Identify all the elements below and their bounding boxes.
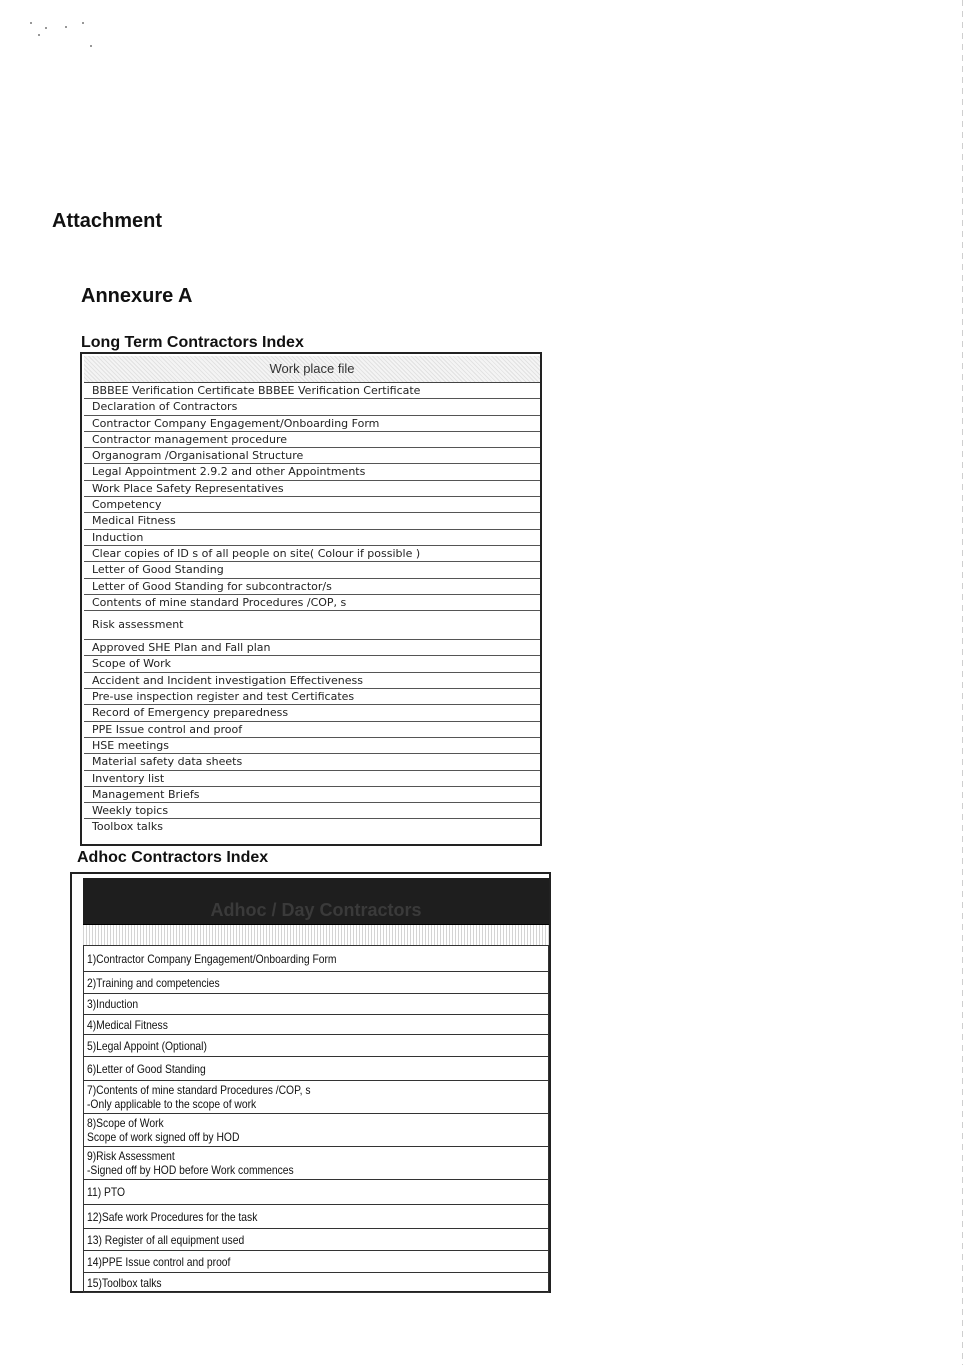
- row-label: 13) Register of all equipment used: [87, 1232, 245, 1247]
- table-row: [83, 1081, 549, 1114]
- table-row: Induction: [84, 530, 540, 546]
- row-label: 2)Training and competencies: [87, 975, 220, 990]
- table-row: [83, 994, 549, 1015]
- row-note: -Only applicable to the scope of work: [87, 1097, 257, 1111]
- row-label: 14)PPE Issue control and proof: [87, 1254, 231, 1269]
- table-row: BBBEE Verification Certificate BBBEE Verification Certificate: [84, 383, 540, 399]
- table-row: [83, 1205, 549, 1229]
- table-row: [83, 1273, 549, 1293]
- table-row: Contractor Company Engagement/Onboarding Form: [84, 416, 540, 432]
- row-label: 3)Induction: [87, 997, 139, 1011]
- table-row: Risk assessment: [84, 611, 540, 640]
- table-row: [83, 946, 549, 972]
- table-row: Letter of Good Standing: [84, 562, 540, 578]
- row-label: 4)Medical Fitness: [87, 1017, 168, 1032]
- table-row: Letter of Good Standing for subcontractor/s: [84, 579, 540, 595]
- row-label: 6)Letter of Good Standing: [87, 1061, 206, 1076]
- table-row: HSE meetings: [84, 738, 540, 754]
- table-row: [83, 1229, 549, 1251]
- table-row: Medical Fitness: [84, 513, 540, 529]
- table-row: Inventory list: [84, 771, 540, 787]
- table-row: Scope of Work: [84, 656, 540, 672]
- table-row: Contents of mine standard Procedures /COP, s: [84, 595, 540, 611]
- table-row: Clear copies of ID s of all people on site( Colour if possible ): [84, 546, 540, 562]
- row-label: 7)Contents of mine standard Procedures /COP, s: [87, 1083, 311, 1097]
- table-row: Declaration of Contractors: [84, 399, 540, 415]
- table-row: Legal Appointment 2.9.2 and other Appointments: [84, 464, 540, 480]
- dotted-spacer: [83, 925, 549, 946]
- row-label: 15)Toolbox talks: [87, 1275, 162, 1290]
- table-row: [83, 1180, 549, 1205]
- row-label: 5)Legal Appoint (Optional): [87, 1038, 207, 1053]
- row-label: 8)Scope of Work: [87, 1116, 164, 1130]
- table-row: Weekly topics: [84, 803, 540, 819]
- table-row: Accident and Incident investigation Effectiveness: [84, 673, 540, 689]
- long-term-index-title: Long Term Contractors Index: [81, 334, 304, 351]
- table-row: [83, 1114, 549, 1147]
- table-row: PPE Issue control and proof: [84, 722, 540, 738]
- row-label: 9)Risk Assessment: [87, 1149, 175, 1163]
- row-label: 1)Contractor Company Engagement/Onboarding Form: [87, 951, 337, 966]
- table-row: Toolbox talks: [92, 820, 163, 834]
- table-row: [83, 1035, 549, 1057]
- table-row: Record of Emergency preparedness: [84, 705, 540, 721]
- table-row: Organogram /Organisational Structure: [84, 448, 540, 464]
- table-row: Management Briefs: [84, 787, 540, 803]
- long-term-contractors-table: [80, 352, 542, 846]
- table-row: Work Place Safety Representatives: [84, 481, 540, 497]
- row-note: -Signed off by HOD before Work commences: [87, 1163, 294, 1177]
- annexure-title: Annexure A: [81, 285, 193, 307]
- table-row: Material safety data sheets: [84, 754, 540, 770]
- adhoc-contractors-table: [70, 872, 551, 1293]
- attachment-title: Attachment: [52, 210, 163, 232]
- table-row: [83, 1057, 549, 1081]
- table-row: [83, 1015, 549, 1035]
- table-row: [83, 1251, 549, 1273]
- row-label: 12)Safe work Procedures for the task: [87, 1209, 258, 1224]
- work-place-file-header: Work place file: [84, 356, 540, 383]
- table-row: Contractor management procedure: [84, 432, 540, 448]
- table-row: Pre-use inspection register and test Certificates: [84, 689, 540, 705]
- adhoc-header: Adhoc / Day Contractors: [83, 878, 549, 925]
- adhoc-index-title: Adhoc Contractors Index: [77, 849, 269, 866]
- table-row: [83, 1147, 549, 1180]
- table-row: Approved SHE Plan and Fall plan: [84, 640, 540, 656]
- row-label: 11) PTO: [87, 1185, 126, 1199]
- table-row: Competency: [84, 497, 540, 513]
- table-row: [83, 972, 549, 994]
- row-note: Scope of work signed off by HOD: [87, 1130, 240, 1144]
